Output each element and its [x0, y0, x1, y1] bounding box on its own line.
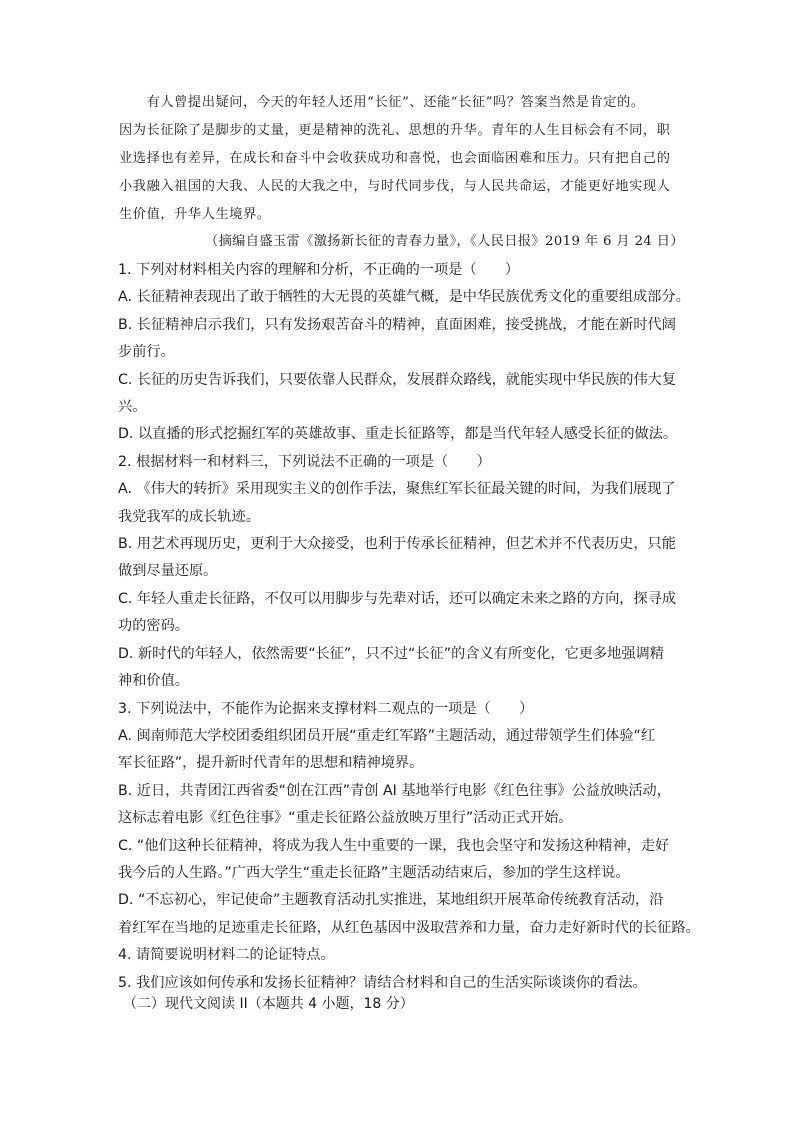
question-4-stem: 4. 请简要说明材料二的论证特点。: [118, 947, 335, 964]
question-2-option-a-cont: 我党我军的成长轨迹。: [118, 508, 260, 525]
passage-paragraph: [119, 89, 679, 229]
question-5-stem: 5. 我们应该如何传承和发扬长征精神？请结合材料和自己的生活实际谈谈你的看法。: [118, 974, 647, 991]
passage-line: 小我融入祖国的大我、人民的大我之中，与时代同步伐，与人民共命运，才能更好地实现人: [119, 179, 671, 194]
question-1-option-b: B. 长征精神启示我们，只有发扬艰苦奋斗的精神，直面困难，接受挑战，才能在新时代阔: [118, 316, 676, 333]
section-heading: （二）现代文阅读 II（本题共 4 小题，18 分）: [123, 996, 414, 1012]
question-2-option-c: C. 年轻人重走长征路，不仅可以用脚步与先辈对话，还可以确定未来之路的方向，探寻成: [118, 590, 677, 607]
question-1-option-b-cont: 步前行。: [118, 344, 175, 361]
question-2-option-d-cont: 神和价值。: [118, 673, 189, 690]
question-3-option-a: A. 闽南师范大学校团委组织团员开展“重走红军路”主题活动，通过带领学生们体验“红: [118, 727, 656, 744]
question-1-option-c-cont: 兴。: [118, 399, 147, 416]
question-2-option-c-cont: 功的密码。: [118, 618, 189, 635]
question-1-option-c: C. 长征的历史告诉我们，只要依靠人民群众，发展群众路线，就能实现中华民族的伟大复: [118, 371, 677, 388]
question-3-option-c-cont: 我今后的人生路。”广西大学生“重走长征路”主题活动结束后，参加的学生这样说。: [118, 864, 630, 881]
question-3-option-b-cont: 这标志着电影《红色往事》“重走长征路公益放映万里行”活动正式开始。: [118, 810, 573, 827]
question-2-option-a: A. 《伟大的转折》采用现实主义的创作手法，聚焦红军长征最关键的时间，为我们展现了: [118, 481, 676, 498]
question-3-option-d-cont: 着红军在当地的足迹重走长征路，从红色基因中汲取营养和力量，奋力走好新时代的长征路。: [118, 919, 700, 936]
question-2-option-b: B. 用艺术再现历史，更利于大众接受，也利于传承长征精神，但艺术并不代表历史，只能: [118, 536, 676, 553]
question-3-option-c: C. “他们这种长征精神，将成为我人生中重要的一课，我也会坚守和发扬这种精神，走好: [118, 837, 670, 854]
passage-line: 生价值，升华人生境界。: [119, 207, 271, 222]
passage-line: 业选择也有差异，在成长和奋斗中会收获成功和喜悦，也会面临困难和压力。只有把自己的: [119, 151, 671, 166]
questions-block: [118, 257, 698, 997]
question-1-option-d: D. 以直播的形式挖掘红军的英雄故事、重走长征路等，都是当代年轻人感受长征的做法。: [118, 426, 678, 443]
question-3-option-a-cont: 军长征路”，提升新时代青年的思想和精神境界。: [118, 755, 424, 772]
question-1-option-a: A. 长征精神表现出了敢于牺牲的大无畏的英雄气概，是中华民族优秀文化的重要组成部分。: [118, 289, 690, 306]
question-2-option-b-cont: 做到尽量还原。: [118, 563, 218, 580]
question-3-option-b: B. 近日，共青团江西省委“创在江西”青创 AI 基地举行电影《红色往事》公益放映活动，: [118, 782, 671, 799]
passage-line: 因为长征除了是脚步的丈量，更是精神的洗礼、思想的升华。青年的人生目标会有不同，职: [119, 123, 671, 138]
question-1-stem: 1. 下列对材料相关内容的理解和分析，不正确的一项是（ ）: [118, 262, 520, 278]
question-3-option-d: D. “不忘初心，牢记使命”主题教育活动扎实推进，某地组织开展革命传统教育活动，沿: [118, 892, 664, 909]
question-3-stem: 3. 下列说法中，不能作为论据来支撑材料二观点的一项是（ ）: [118, 700, 534, 717]
passage-line: 有人曾提出疑问，今天的年轻人还用“长征”、还能“长征”吗？答案当然是肯定的。: [119, 95, 645, 110]
question-2-stem: 2. 根据材料一和材料三，下列说法不正确的一项是（ ）: [118, 453, 491, 470]
question-2-option-d: D. 新时代的年轻人，依然需要“长征”，只不过“长征”的含义有所变化，它更多地强调精: [118, 645, 664, 662]
passage-source-citation: （摘编自盛玉雷《激扬新长征的青春力量》，《人民日报》2019 年 6 月 24 日）: [205, 234, 684, 249]
